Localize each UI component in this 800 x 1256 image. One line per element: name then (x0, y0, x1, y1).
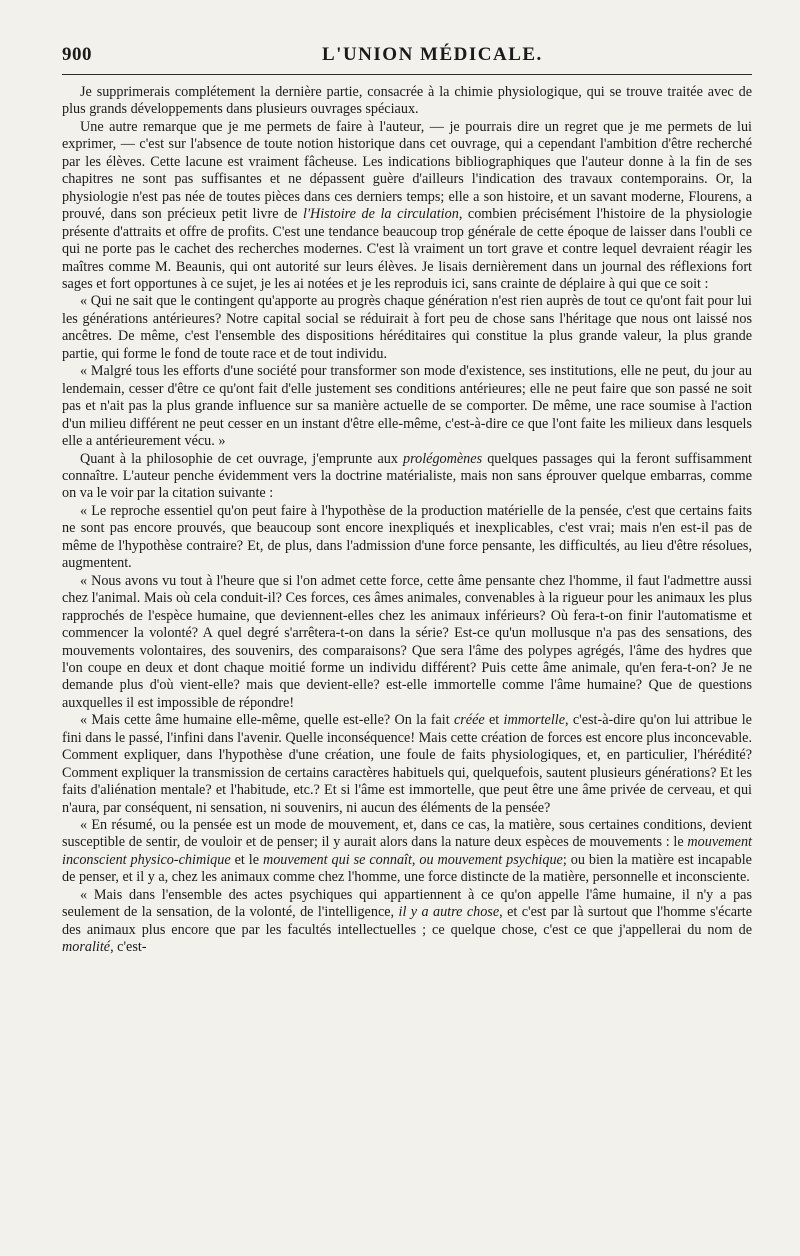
quote-paragraph: « Le reproche essentiel qu'on peut faire à l'hypothèse de la production matérielle de la pensée, c'est que certains faits ne sont pas encore prouvés, que beaucoup sont encore inexpliqués et inexplicables, c'est vrai; mais n'en est-il pas de même de l'hypothèse contraire? Et, de plus, dans l'admission d'une force pensante, les difficultés, au lieu d'être résolues, augmentent. (62, 502, 752, 572)
italic-term: mouvement qui se connaît, ou mouvement psychique (262, 851, 563, 868)
italic-term: immortelle (503, 712, 565, 729)
body-text (62, 84, 752, 957)
running-title: L'UNION MÉDICALE. (322, 44, 543, 65)
quote-paragraph: « Mais cette âme humaine elle-même, quelle est-elle? On la fait créée et immortelle, c'est-à-dire qu'on lui attribue le fini dans le passé, l'infini dans l'avenir. Quelle inconséquence! Mais cette création de forces est encore plus inconcevable. Comment expliquer, dans l'hypothèse d'une création, une foule de faits physiologiques, et, en particulier, l'hérédité? Comment expliquer la transmission de certains caractères habituels qui, quelquefois, sautent plusieurs générations? Et les faits d'aliénation mentale? et l'habitude, etc.? Et si l'âme est immortelle, que peut être une âme privée de cerveau, et qui n'aura, par conséquent, ni sensation, ni souvenirs, ni aucun des éléments de la pensée? (62, 712, 752, 816)
italic-term: moralité (62, 939, 111, 956)
page-header (62, 44, 752, 68)
paragraph: Je supprimerais complétement la dernière partie, consacrée à la chimie physiologique, qui se trouve traitée avec de plus grands développements dans plusieurs ouvrages spéciaux. (62, 84, 752, 118)
quote-paragraph: « En résumé, ou la pensée est un mode de mouvement, et, dans ce cas, la matière, sous certaines conditions, devient susceptible de sentir, de vouloir et de penser; il y aurait alors dans la nature deux espèces de mouvements : le mouvement inconscient physico-chimique et le mouvement qui se connaît, ou mouvement psychique; ou bien la matière est incapable de penser, et il y a, chez les animaux comme chez l'homme, une force distincte de la matière, personnelle et inconsciente. (62, 817, 752, 886)
header-rule (62, 74, 752, 75)
italic-term: prolégomènes (403, 450, 483, 467)
quote-paragraph: « Mais dans l'ensemble des actes psychiques qui appartiennent à ce qu'on appelle l'âme humaine, il n'y a pas seulement de la sensation, de la volonté, de l'intelligence, il y a autre chose, et c'est par là surtout que l'homme s'écarte des animaux plus encore que par les facultés intellectuelles ; ce quelque chose, c'est ce que j'appellerai du nom de moralité, c'est- (62, 886, 753, 956)
paragraph: Quant à la philosophie de cet ouvrage, j'emprunte aux prolégomènes quelques passages qui la feront suffisamment connaître. L'auteur penche évidemment vers la doctrine matérialiste, mais non sans éprouver quelque embarras, comme on va le voir par la citation suivante : (62, 450, 752, 502)
quote-paragraph: « Qui ne sait que le contingent qu'apporte au progrès chaque génération n'est rien auprès de tout ce qu'ont fait pour lui les générations antérieures? Notre capital social se réduirait à fort peu de chose sans l'héritage que nous ont laissé nos ancêtres. De même, c'est l'ensemble des dispositions héréditaires qui constitue la plus grande valeur, la plus grande partie, qui forme le fond de toute race et de tout individu. (62, 293, 752, 362)
italic-title: l'Histoire de la circulation (303, 206, 459, 223)
quote-paragraph: « Nous avons vu tout à l'heure que si l'on admet cette force, cette âme pensante chez l'homme, il faut l'admettre aussi chez l'animal. Mais où cela conduit-il? Ces forces, ces âmes animales, convenables à la rigueur pour les animaux les plus rapprochés de l'espèce humaine, que deviennent-elles chez les animaux inférieurs? Où fera-t-on finir l'automatisme et commencer la volonté? A quel degré s'arrêtera-t-on dans la série? Est-ce qu'un mollusque n'a pas des sensations, des mouvements volontaires, des souvenirs, des comparaisons? Que sera l'âme des polypes agrégés, l'âme des hydres que l'on coupe en deux et dont chaque moitié forme un individu différent? Puis cette âme animale, qu'en fera-t-on? Je ne demande plus d'où vient-elle? mais que devient-elle? est-elle immortelle comme l'âme humaine? Que de questions auxquelles il est impossible de répondre! (62, 572, 752, 711)
italic-term: créée (453, 712, 485, 729)
italic-term: mouvement inconscient physico-chimique (62, 834, 752, 868)
italic-term: il y a autre chose (398, 904, 500, 921)
page-number: 900 (62, 44, 92, 65)
paragraph: Une autre remarque que je me permets de faire à l'auteur, — je pourrais dire un regret que je me permets de lui exprimer, — c'est sur l'absence de toute notion historique dans cet ouvrage, qui a cependant l'ambition d'être recherché par les élèves. Cette lacune est vraiment fâcheuse. Les indications bibliographiques que l'auteur donne à la fin de ses chapitres ne sont pas suffisantes et ne dépassent guère d'ailleurs l'indication des travaux contemporains. Or, la physiologie n'est pas née de toutes pièces dans ces derniers temps; elle a son histoire, et un savant moderne, Flourens, a prouvé, dans son précieux petit livre de l'Histoire de la circulation, combien précisément l'histoire de la physiologie présente d'attraits et offre de profits. C'est une tendance beaucoup trop générale de cette époque de laisser dans l'oubli ce qui ne porte pas le cachet des recherches modernes. C'est là vraiment un tort grave et contre lequel devraient réagir les maîtres comme M. Beaunis, qui ont autorité sur leurs élèves. Je lisais dernièrement dans un journal des réflexions fort sages et fort opportunes à ce sujet, je les ai notées et je les reproduis ici, sans crainte de déplaire à qui que ce soit : (62, 118, 752, 292)
quote-paragraph: « Malgré tous les efforts d'une société pour transformer son mode d'existence, ses institutions, elle ne peut, du jour au lendemain, cesser d'être ce qu'ont fait d'elle justement ses conditions antérieures; elle ne peut faire que son passé ne soit pas et n'ait pas la plus grande influence sur sa manière actuelle de se comporter. De même, une race soumise à l'action d'un milieu différent ne peut cesser en un instant d'être elle-même, c'est-à-dire ce que l'ont faite les milieux dans lesquels elle a antérieurement vécu. » (62, 363, 752, 450)
